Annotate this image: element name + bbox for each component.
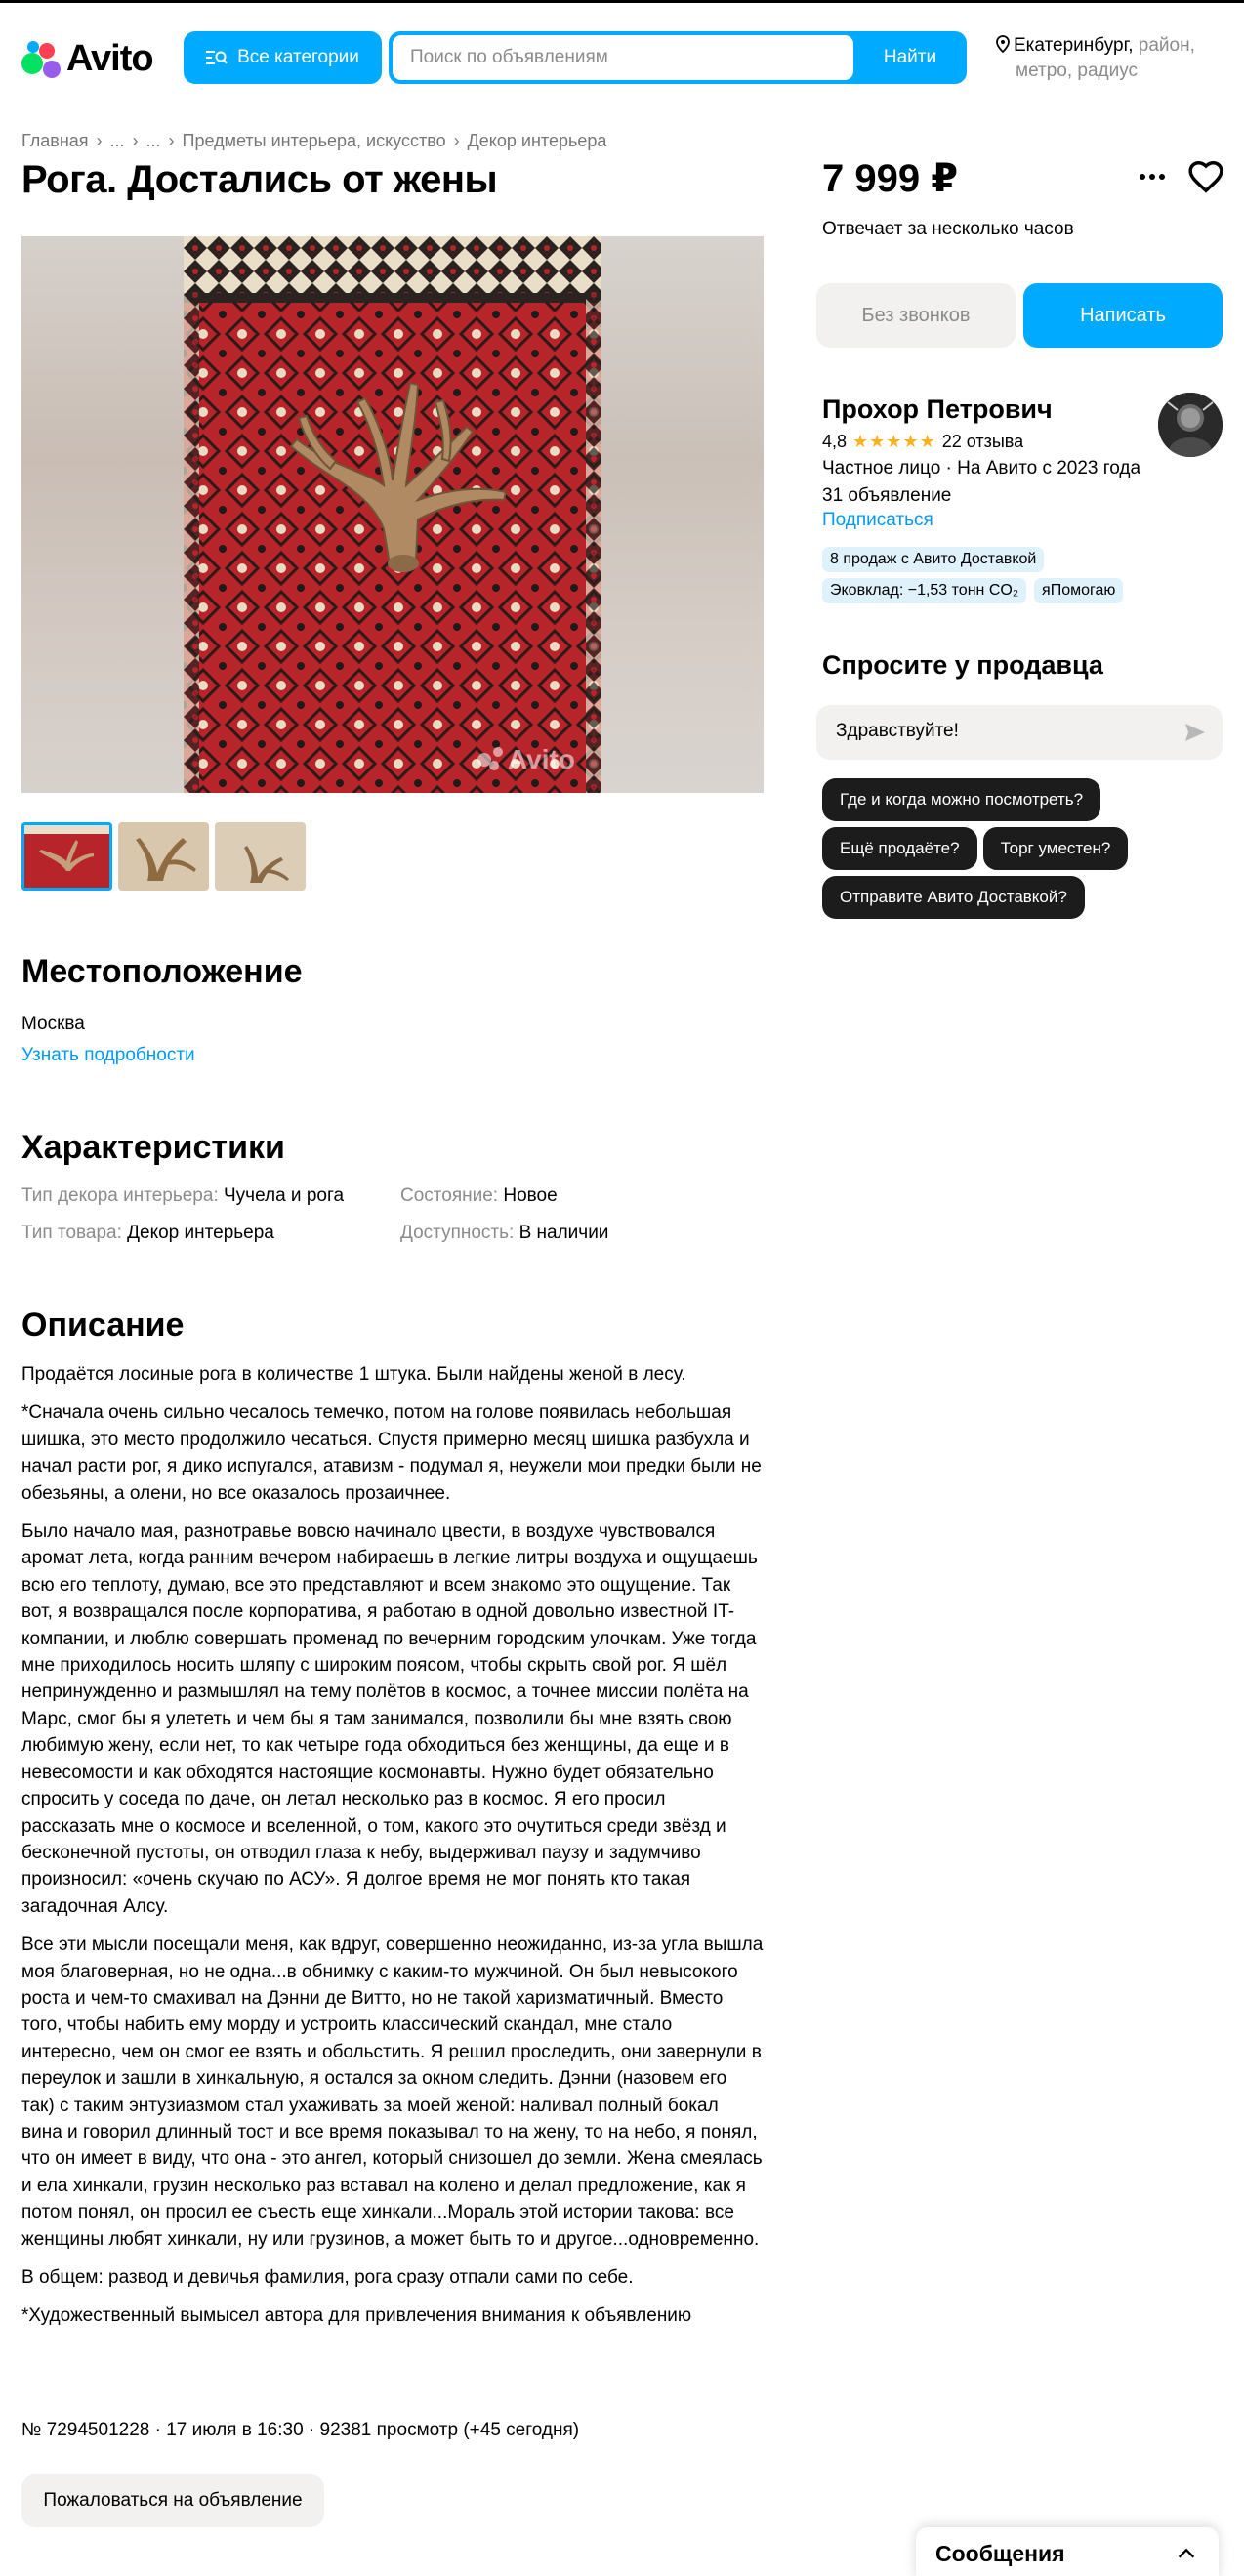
breadcrumb-separator: › [132,131,139,150]
gallery-thumbnails [21,822,306,891]
description-text [21,1361,764,2342]
quick-question-chip[interactable]: Ещё продаёте? [822,827,977,870]
photo-watermark-text: Avito [508,744,575,774]
location-pin-icon [996,35,1010,53]
main-photo-antler-on-rug [184,236,601,793]
characteristic-key: Тип декора интерьера: [21,1185,219,1206]
description-title: Описание [21,1307,185,1344]
breadcrumb-separator: › [168,131,175,150]
rating-value: 4,8 [822,432,848,451]
no-calls-button[interactable]: Без звонков [816,283,1016,348]
location-city: Екатеринбург, [1014,35,1134,56]
thumbnail-1[interactable] [21,822,112,891]
listing-meta: № 7294501228 · 17 июля в 16:30 · 92381 просмотр (+45 сегодня) [21,2420,580,2440]
location-district: район, [1138,35,1195,56]
all-categories-label: Все категории [237,47,359,67]
search-bar [389,31,967,84]
gallery-blur-left [21,236,184,793]
seller-avatar[interactable] [1158,393,1223,457]
characteristic-item [21,1185,344,1207]
ask-seller-input[interactable] [816,705,1223,760]
thumbnail-3[interactable] [215,822,306,891]
description-paragraph: Было начало мая, разнотравье вовсю начинало цвести, в воздухе чувствовался аромат лета, когда ранним вечером набираешь в легкие литры воздуха и ощущаешь всю его теплоту, думаю, все это представляют и всем знакомо это ощущение. Так вот, я возвращался после корпоратива, я работаю в одной довольно известной IT-компании, и люблю совершать променад по вечерним городским улочкам. Уже тогда мне приходилось носить шляпу с широким поясом, чтобы скрыть свой рог. Я шёл непринужденно и размышлял на тему полётов в космос, а точнее миссии полёта на Марс, смог бы я улететь и чем бы я там занимался, позволили бы мне взять свою любимую жену, если нет, то как четыре года обходиться без женщины, да еще и в невесомости и как обходятся настоящие космонавты. Нужно будет обязательно спросить у соседа по даче, он летал несколько раз в космос. Я его просил рассказать мне о космосе и вселенной, о том, какого это очутиться среди звёзд и бесконечной пустоты, он отводил глаза к небу, выдерживал паузу и задумчиво произносил: «очень скучаю по АСУ». Я долгое время не мог понять кто такая загадочная Алсу. [21,1521,758,1917]
eco-deposit-badge: Эковклад: −1,53 тонн CO₂ [822,578,1026,603]
characteristics-title: Характеристики [21,1129,285,1166]
characteristic-value: Чучела и рога [224,1185,345,1206]
messages-panel-title: Сообщения [935,2541,1065,2566]
all-categories-button[interactable] [184,31,382,84]
quick-question-chips [822,827,1128,870]
page-title: Рога. Достались от жены [21,158,498,201]
ask-seller-input-value: Здравствуйте! [836,721,959,741]
seller-badges [822,578,1123,603]
reviews-link[interactable]: 22 отзыва [941,432,1024,451]
characteristic-item [21,1223,274,1244]
location-section-title: Местоположение [21,953,303,990]
seller-details [822,455,1140,510]
write-message-button[interactable]: Написать [1023,283,1223,348]
characteristic-item [400,1223,608,1244]
logo-dots-icon [21,39,61,78]
delivery-sales-badge: 8 продаж с Авито Доставкой [822,547,1044,572]
more-options-button[interactable] [1133,162,1172,191]
description-paragraph: *Художественный вымысел автора для привлечения внимания к объявлению [21,2306,692,2327]
logo-text: Avito [66,37,153,79]
chevron-up-icon[interactable] [1176,2543,1197,2564]
breadcrumb-home[interactable]: Главная [21,131,89,150]
ya-pomogayu-badge: яПомогаю [1034,578,1123,603]
breadcrumb-item[interactable]: ... [145,131,161,150]
thumbnail-antler-icon [118,822,209,891]
quick-question-chips [822,876,1085,919]
send-icon[interactable] [1183,721,1207,744]
quick-question-chip[interactable]: Отправите Авито Доставкой? [822,876,1085,919]
characteristic-key: Состояние: [400,1185,499,1206]
thumbnail-antler-icon [21,822,112,891]
description-paragraph: В общем: развод и девичья фамилия, рога сразу отпали сами по себе. [21,2267,634,2288]
seller-ads-count[interactable]: 31 объявление [822,485,952,506]
thumbnail-2[interactable] [118,822,209,891]
location-details-link[interactable]: Узнать подробности [21,1045,195,1065]
report-listing-button[interactable]: Пожаловаться на объявление [21,2474,324,2527]
search-input[interactable] [393,35,853,80]
characteristic-value: Новое [503,1185,558,1206]
description-paragraph: Все эти мысли посещали меня, как вдруг, совершенно неожиданно, из-за угла вышла моя благоверная, но не одна...в обнимку с каким-то мужчиной. Он был невысокого роста и чем-то смахивал на Дэнни де Витто, но не такой харизматичный. Вместо того, чтобы набить ему морду и устроить классический скандал, мне стало интересно, чем он смог ее взять и обольстить. Я решил проследить, они завернули в переулок и зашли в хинкальную, я остался за окном следить. Дэнни (назовем его так) с таким энтузиазмом стал ухаживать за моей женой: наливал полный бокал вина и говорил длинный тост и все время показывал то на жену, то на небо, я понял, что он имеет в виду, что она - это ангел, который снизошел до земли. Жена смеялась и ела хинкали, грузин несколько раз вставал на колено и делал предложение, как я потом понял, он просил ее съесть еще хинкали...Мораль этой истории такова: все женщины любят хинкали, ну или грузинов, а может быть то и другое...одновременно. [21,1934,764,2250]
avito-logo[interactable] [21,37,153,80]
characteristic-value: В наличии [518,1223,609,1243]
characteristic-key: Доступность: [400,1223,515,1243]
breadcrumb-separator: › [96,131,103,150]
seller-rating [822,432,1023,452]
quick-question-chip[interactable]: Торг уместен? [983,827,1129,870]
characteristic-item [400,1185,558,1207]
item-location-city: Москва [21,1014,85,1034]
photo-gallery[interactable] [21,236,764,793]
quick-question-chips [822,778,1100,821]
subscribe-link[interactable]: Подписаться [822,510,933,530]
characteristic-key: Тип товара: [21,1223,122,1243]
breadcrumb-category[interactable]: Предметы интерьера, искусство [182,131,446,150]
description-paragraph: *Сначала очень сильно чесалось темечко, потом на голове появилась небольшая шишка, это место продолжило чесаться. Спустя примерно месяц шишка разбухла и начал расти рог, я дико испугался, атавизм - подумал я, неужели мои предки были не обезьяны, а олени, но все оказалось прозаичнее. [21,1402,762,1504]
avatar-photo [1158,393,1223,457]
breadcrumb [21,131,606,151]
reply-time: Отвечает за несколько часов [822,219,1074,239]
description-paragraph: Продаётся лосиные рога в количестве 1 штука. Были найдены женой в лесу. [21,1364,686,1385]
search-button[interactable]: Найти [883,47,937,67]
thumbnail-antler-icon [215,822,306,891]
seller-type-since: Частное лицо · На Авито с 2023 года [822,458,1141,478]
breadcrumb-subcategory[interactable]: Декор интерьера [467,131,607,150]
characteristic-value: Декор интерьера [127,1223,274,1243]
location-selector[interactable] [996,33,1230,84]
quick-question-chip[interactable]: Где и когда можно посмотреть? [822,778,1100,821]
rating-stars-icon: ★★★★★ [852,432,936,451]
breadcrumb-item[interactable]: ... [109,131,125,150]
location-metro-radius: метро, радиус [1016,61,1139,81]
seller-name[interactable]: Прохор Петрович [822,395,1053,424]
gallery-blur-right [601,236,764,793]
ask-seller-title: Спросите у продавца [822,650,1103,680]
top-border [0,0,1244,3]
favorite-heart-icon[interactable] [1187,158,1224,195]
price: 7 999 ₽ [822,157,959,200]
messages-panel[interactable] [916,2527,1219,2576]
breadcrumb-separator: › [453,131,460,150]
menu-search-icon [206,49,228,66]
